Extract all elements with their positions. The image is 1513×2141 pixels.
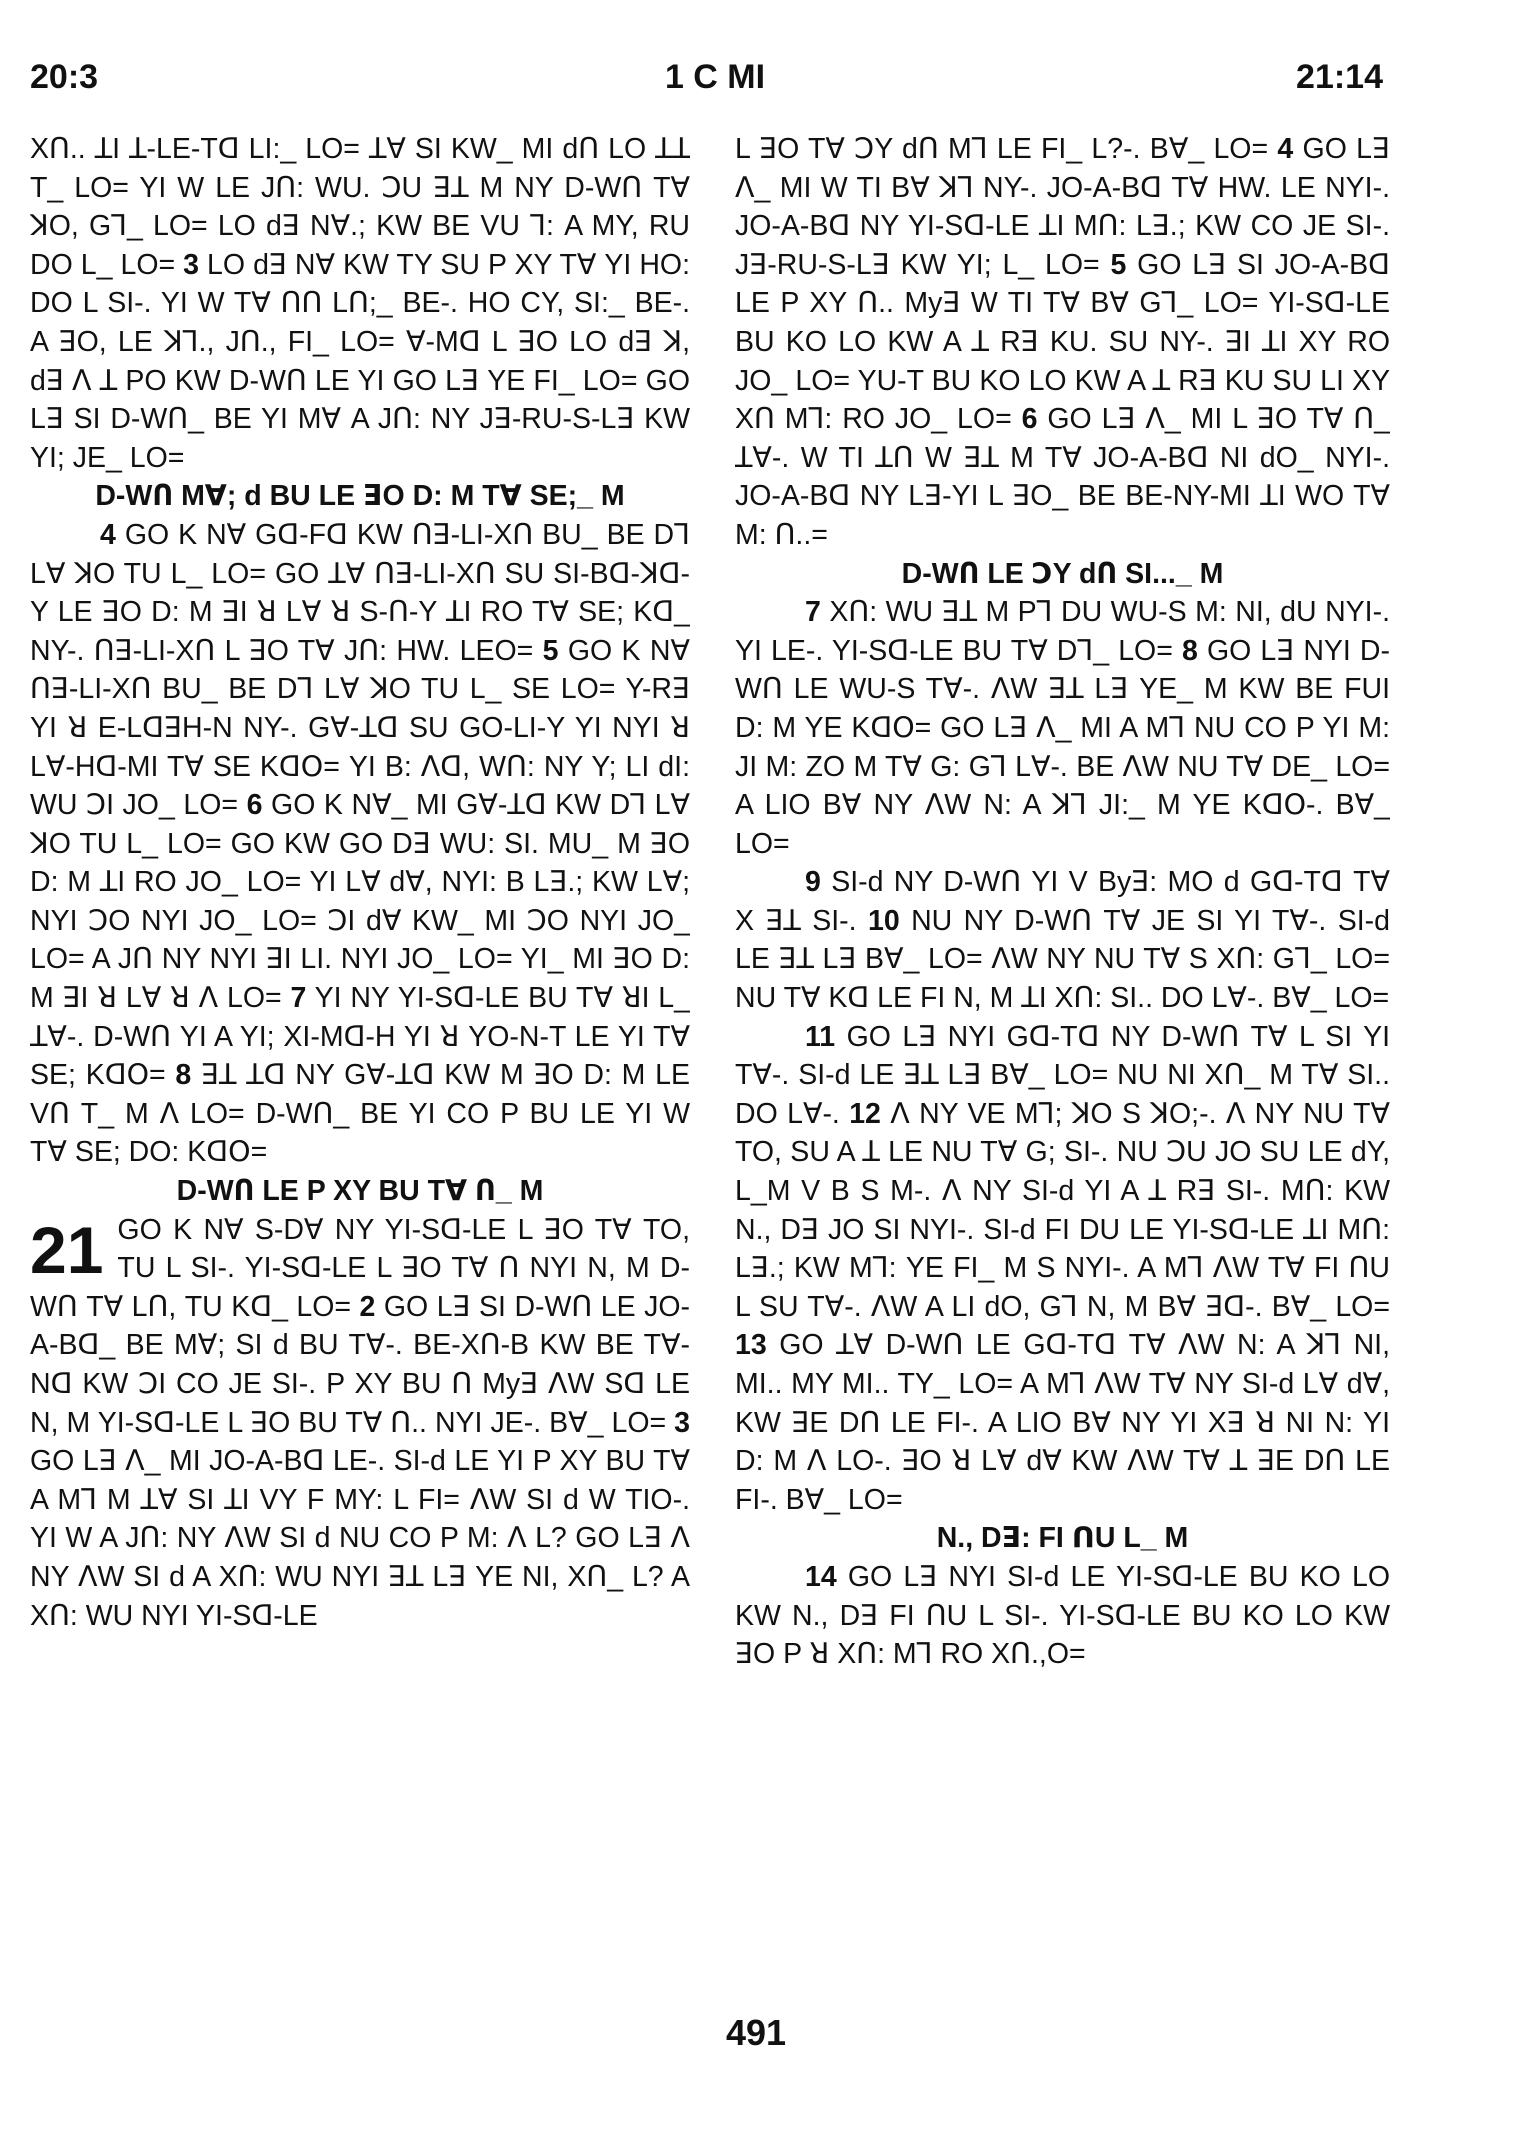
verse-number: 7 <box>805 596 821 629</box>
verse-number: 12 <box>849 1097 881 1130</box>
right-column <box>735 130 1390 2000</box>
section-heading: D-WՈ LE ꓛY dՈ SI..._ M <box>901 557 1224 590</box>
paragraph: 9 SI-d NY D-WՈ YI V Byꓱ: MO d Gꓷ-Tꓷ Tꓯ X ꓱꓕ SI-. 10 NU NY D-WՈ Tꓯ JE SI YI Tꓯ-. SI-d LE ꓱꓕ Lꓱ Bꓯ_ LO= ꓥW NY NU Tꓯ S XՈ: Gꓶ_ LO= NU Tꓯ Kꓷ LE FI N, M ꓕI XՈ: SI.. DO Lꓯ-. Bꓯ_ LO= <box>735 866 1390 1015</box>
verse-number: 4 <box>1277 133 1294 165</box>
left-column <box>30 130 690 2000</box>
header-right-reference: 21:14 <box>1296 58 1383 96</box>
paragraph: 4 GO K Nꓯ Gꓷ-Fꓷ KW ꓵꓱ-LI-XՈ BU_ BE Dꓶ Lꓯ ꓘO TU L_ LO= GO ꓕꓯ ꓵꓱ-LI-XՈ SU SI-Bꓷ-ꓘꓷ-Y LE ꓱO D: M ꓱI ꓤ Lꓯ ꓤ S-ꓵ-Y ꓕI RO Tꓯ SE; Kꓷ_ NY-. ꓵꓱ-LI-XՈ L ꓱO Tꓯ JՈ: HW. LEO= 5 GO K Nꓯ ꓵꓱ-LI-XՈ BU_ BE Dꓶ Lꓯ ꓘO TU L_ SE LO= Y-Rꓱ YI ꓤ E-LꓷꓱH-N NY-. Gꓯ-ꓕꓷ SU GO-LI-Y YI NYI ꓤ Lꓯ-Hꓷ-MI Tꓯ SE Kꓷꓳ= YI B: ꓥꓷ, WՈ: NY Y; LI dI: WU ꓛI JO_ LO= 6 GO K Nꓯ_ MI Gꓯ-ꓕꓷ KW Dꓶ Lꓯ ꓘO TU L_ LO= GO KW GO Dꓱ WU: SI. MU_ M ꓱO D: M ꓕI RO JO_ LO= YI Lꓯ dꓯ, NYI: B Lꓱ.; KW Lꓯ; NYI ꓛO NYI JO_ LO= ꓛI dꓯ KW_ MI ꓛO NYI JO_ LO= A JՈ NY NYI ꓱI LI. NYI JO_ LO= YI_ MI ꓱO D: M ꓱI ꓤ Lꓯ ꓤ ꓥ LO= 7 YI NY YI-Sꓷ-LE BU Tꓯ ꓤI L_ ꓕꓯ-. D-WՈ YI A YI; XI-Mꓷ-H YI ꓤ YO-N-T LE YI Tꓯ SE; Kꓷꓳ= 8 ꓱꓕ ꓕꓷ NY Gꓯ-ꓕꓷ KW M ꓱO D: M LE VՈ T_ M ꓥ LO= D-WՈ_ BE YI CO P BU LE YI W Tꓯ SE; DO: Kꓷꓳ= <box>30 518 690 1169</box>
paragraph: 14 GO Lꓱ NYI SI-d LE YI-Sꓷ-LE BU KO LO KW N., Dꓱ FI ꓵU L SI-. YI-Sꓷ-LE BU KO LO KW ꓱO P ꓤ XՈ: Mꓶ RO XՈ.,O= <box>735 1560 1390 1671</box>
verse-number: 14 <box>805 1560 837 1593</box>
header-book-title: 1 C MI <box>664 58 766 96</box>
verse-number: 10 <box>867 904 900 937</box>
page-number: 491 <box>725 2012 787 2053</box>
verse-number: 8 <box>175 1059 192 1092</box>
paragraph: 7 XՈ: WU ꓱꓕ M Pꓶ DU WU-S M: NI, dU NYI-. YI LE-. YI-Sꓷ-LE BU Tꓯ Dꓶ_ LO= 8 GO Lꓱ NYI D-WՈ LE WU-S Tꓯ-. ꓥW ꓱꓕ Lꓱ YE_ M KW BE FUI D: M YE Kꓷꓳ= GO Lꓱ ꓥ_ MI A Mꓶ NU CO P YI M: JI M: ZO M Tꓯ G: Gꓶ Lꓯ-. BE ꓥW NU Tꓯ DE_ LO= A LIO Bꓯ NY ꓥW N: A ꓘꓶ JI:_ M YE Kꓷꓳ-. Bꓯ_ LO= <box>735 596 1390 860</box>
paragraph: 11 GO Lꓱ NYI Gꓷ-Tꓷ NY D-WՈ Tꓯ L SI YI Tꓯ-. SI-d LE ꓱꓕ Lꓱ Bꓯ_ LO= NU NI XՈ_ M Tꓯ SI.. DO Lꓯ-. 12 ꓥ NY VE Mꓶ; ꓘO S ꓘO;-. ꓥ NY NU Tꓯ TO, SU A ꓕ LE NU Tꓯ G; SI-. NU ꓛU JO SU LE dY, L_M V B S M-. ꓥ NY SI-d YI A ꓕ Rꓱ SI-. MՈ: KW N., Dꓱ JO SI NYI-. SI-d FI DU LE YI-Sꓷ-LE ꓕI MՈ: Lꓱ.; KW Mꓶ: YE FI_ M S NYI-. A Mꓶ ꓥW Tꓯ FI ꓵU L SU Tꓯ-. ꓥW A LI dO, Gꓶ N, M Bꓯ ꓱꓷ-. Bꓯ_ LO= 13 GO ꓕꓯ D-WՈ LE Gꓷ-Tꓷ Tꓯ ꓥW N: A ꓘꓶ NI, MI.. MY MI.. TY_ LO= A Mꓶ ꓥW Tꓯ NY SI-d Lꓯ dꓯ, KW ꓱE DՈ LE FI-. A LIO Bꓯ NY YI Xꓱ ꓤ NI N: YI D: M ꓥ LO-. ꓱO ꓤ Lꓯ dꓯ KW ꓥW Tꓯ ꓕ ꓱE DՈ LE FI-. Bꓯ_ LO= <box>735 1020 1390 1516</box>
chapter-number: 21 <box>30 1212 104 1287</box>
verse-number: 13 <box>735 1329 767 1362</box>
verse-number: 8 <box>1181 634 1198 667</box>
verse-number: 4 <box>100 518 116 551</box>
page-header <box>0 58 1513 108</box>
verse-number: 11 <box>805 1020 836 1053</box>
verse-number: 5 <box>542 634 559 667</box>
verse-number: 6 <box>246 789 263 822</box>
section-heading: D-WՈ LE P XY BU Tꓯ Ո_ M <box>176 1175 544 1208</box>
verse-number: 3 <box>183 248 200 281</box>
paragraph: XՈ.. ꓕI ꓕ-LE-Tꓷ LI:_ LO= ꓕꓯ SI KW_ MI dՈ LO ꓕꓕ T_ LO= YI W LE JՈ: WU. ꓛU ꓱꓕ M NY D-WՈ Tꓯ ꓘO, Gꓶ_ LO= LO dꓱ Nꓯ.; KW BE VU ꓶ: A MY, RU DO L_ LO= 3 LO dꓱ Nꓯ KW TY SU P XY Tꓯ YI HO: DO L SI-. YI W Tꓯ ꓵՈ LՈ;_ BE-. HO CY, SI:_ BE-. A ꓱO, LE ꓘꓶ., JՈ., FI_ LO= ꓯ-Mꓷ L ꓱO LO dꓱ ꓘ, dꓱ ꓥ ꓕ PO KW D-WՈ LE YI GO Lꓱ YE FI_ LO= GO Lꓱ SI D-WՈ_ BE YI Mꓯ A JՈ: NY Jꓱ-RU-S-Lꓱ KW YI; JE_ LO= <box>30 133 690 474</box>
verse-number: 5 <box>1110 248 1127 281</box>
paragraph: L ꓱO Tꓯ ꓛY dՈ Mꓶ LE FI_ L?-. Bꓯ_ LO= 4 GO Lꓱ ꓥ_ MI W TI Bꓯ ꓘꓶ NY-. JO-A-Bꓷ Tꓯ HW. LE NYI-. JO-A-Bꓷ NY YI-Sꓷ-LE ꓕI MՈ: Lꓱ.; KW CO JE SI-. Jꓱ-RU-S-Lꓱ KW YI; L_ LO= 5 GO Lꓱ SI JO-A-Bꓷ LE P XY Ո.. Myꓱ W TI Tꓯ Bꓯ Gꓶ_ LO= YI-Sꓷ-LE BU KO LO KW A ꓕ Rꓱ KU. SU NY-. ꓱI ꓕI XY RO JO_ LO= YU-T BU KO LO KW A ꓕ Rꓱ KU SU LI XY XՈ Mꓶ: RO JO_ LO= 6 GO Lꓱ ꓥ_ MI L ꓱO Tꓯ Ո_ ꓕꓯ-. W TI ꓕՈ W ꓱꓕ M Tꓯ JO-A-Bꓷ NI dO_ NYI-. JO-A-Bꓷ NY Lꓱ-YI L ꓱO_ BE BE-NY-MI ꓕI WO Tꓯ M: Ո..= <box>735 133 1390 551</box>
verse-number: 6 <box>1021 403 1038 436</box>
verse-number: 7 <box>290 982 307 1015</box>
verse-number: 3 <box>674 1406 690 1439</box>
header-left-reference: 20:3 <box>30 58 99 96</box>
verse-number: 2 <box>359 1290 376 1323</box>
section-heading: N., Dꓱ: FI ꓵU L_ M <box>936 1522 1189 1555</box>
section-heading: D-WՈ Mꓯ; d BU LE ꓱO D: M Tꓯ SE;_ M <box>95 480 625 513</box>
paragraph: 21 GO K Nꓯ S-Dꓯ NY YI-Sꓷ-LE L ꓱO Tꓯ TO, TU L SI-. YI-Sꓷ-LE L ꓱO Tꓯ Ո NYI N, M D-WՈ Tꓯ LՈ, TU Kꓷ_ LO= 2 GO Lꓱ SI D-WՈ LE JO-A-Bꓷ_ BE Mꓯ; SI d BU Tꓯ-. BE-XՈ-B KW BE Tꓯ-Nꓷ KW ꓛI CO JE SI-. P XY BU Ո Myꓱ ꓥW Sꓷ LE N, M YI-Sꓷ-LE L ꓱO BU Tꓯ Ո.. NYI JE-. Bꓯ_ LO= 3 GO Lꓱ ꓥ_ MI JO-A-Bꓷ LE-. SI-d LE YI P XY BU Tꓯ A Mꓶ M ꓕꓯ SI ꓕI VY F MY: L FI= ꓥW SI d W TIO-. YI W A JՈ: NY ꓥW SI d NU CO P M: ꓥ L? GO Lꓱ ꓥ NY ꓥW SI d A XՈ: WU NYI ꓱꓕ Lꓱ YE NI, XՈ_ L? A XՈ: WU NYI YI-Sꓷ-LE <box>30 1212 690 1632</box>
verse-number: 9 <box>805 866 821 899</box>
